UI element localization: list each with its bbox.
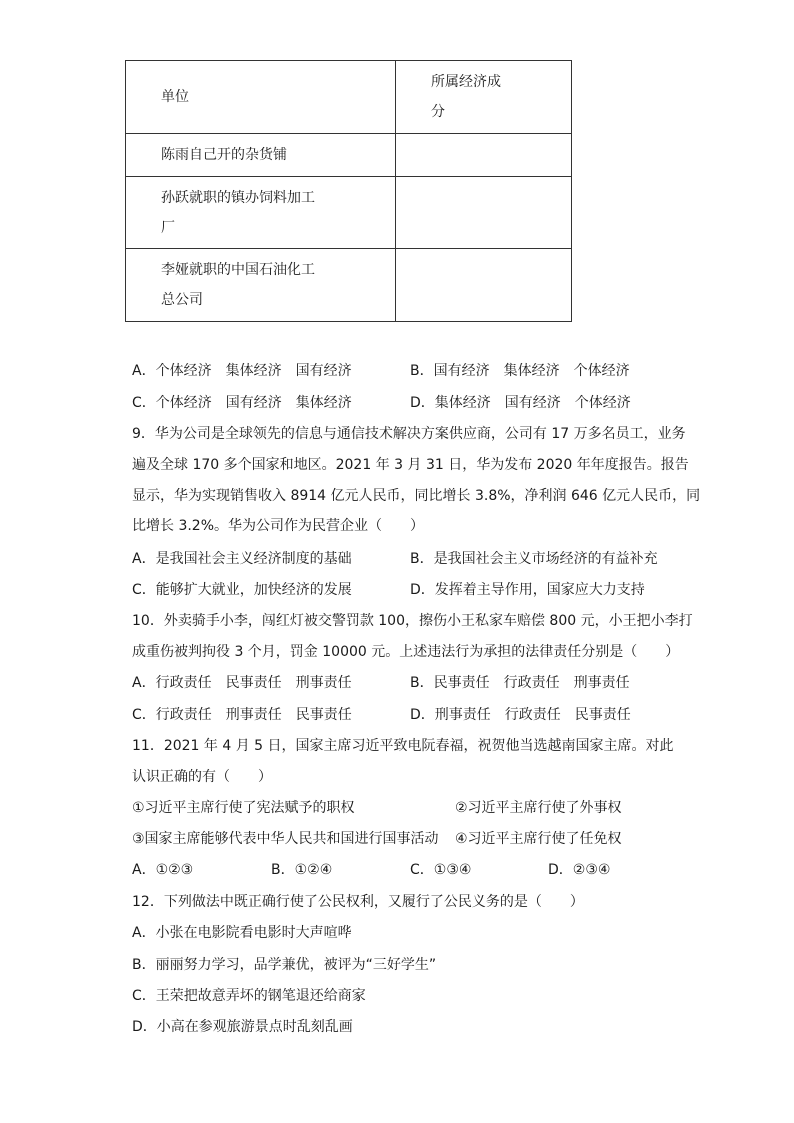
q12-stem-line: 12．下列做法中既正确行使了公民权利，又履行了公民义务的是（ ） (132, 894, 584, 910)
q12-option-d: D．小高在参观旅游景点时乱刻乱画 (132, 1019, 353, 1035)
unit-cell (126, 249, 396, 322)
unit-text: 陈雨自己开的杂货铺 (161, 147, 287, 163)
q10-option-c: C．行政责任 刑事责任 民事责任 (132, 707, 352, 723)
q11-option-b: B．①②④ (271, 862, 333, 878)
q12-option-a: A．小张在电影院看电影时大声喧哗 (132, 925, 352, 941)
q10-stem-line: 成重伤被判拘役 3 个月，罚金 10000 元。上述违法行为承担的法律责任分别是（ ） (132, 644, 680, 660)
table-row (126, 249, 572, 322)
q9-option-b: B．是我国社会主义市场经济的有益补充 (410, 551, 658, 567)
table-row (126, 134, 572, 177)
q11-stem-line: 认识正确的有（ ） (132, 769, 272, 785)
q11-option-a: A．①②③ (132, 862, 194, 878)
q11-option-d: D．②③④ (548, 862, 611, 878)
table-row (126, 177, 572, 249)
q11-statement-2: ②习近平主席行使了外事权 (455, 800, 622, 816)
q9-stem-line: 遍及全球 170 多个国家和地区。2021 年 3 月 31 日，华为发布 2020 年年度报告。报告 (132, 457, 689, 473)
q10-option-d: D．刑事责任 行政责任 民事责任 (410, 707, 631, 723)
q10-option-b: B．民事责任 行政责任 刑事责任 (410, 675, 630, 691)
q8-option-c: C．个体经济 国有经济 集体经济 (132, 395, 352, 411)
q10-stem-line: 10．外卖骑手小李，闯红灯被交警罚款 100，擦伤小王私家车赔偿 800 元，小王把小李打 (132, 613, 693, 629)
header-kind-label-line1: 所属经济成 (431, 74, 501, 90)
header-unit-label: 单位 (161, 89, 189, 105)
q9-stem-line: 9．华为公司是全球领先的信息与通信技术解决方案供应商，公司有 17 万多名员工，业务 (132, 426, 686, 442)
q12-option-c: C．王荣把故意弄坏的钢笔退还给商家 (132, 988, 366, 1004)
q8-option-b: B．国有经济 集体经济 个体经济 (410, 363, 630, 379)
q11-statement-4: ④习近平主席行使了任免权 (455, 831, 622, 847)
q9-stem-line: 显示，华为实现销售收入 8914 亿元人民币，同比增长 3.8%，净利润 646 亿元人民币，同 (132, 488, 701, 504)
q10-option-a: A．行政责任 民事责任 刑事责任 (132, 675, 352, 691)
q12-option-b: B．丽丽努力学习，品学兼优，被评为“三好学生” (132, 957, 437, 973)
q11-option-c: C．①③④ (410, 862, 472, 878)
unit-text-line2: 厂 (161, 219, 175, 236)
table-header-row (126, 61, 572, 134)
q11-statement-3: ③国家主席能够代表中华人民共和国进行国事活动 (132, 831, 439, 847)
q9-stem-line: 比增长 3.2%。华为公司作为民营企业（ ） (132, 518, 425, 534)
q8-option-d: D．集体经济 国有经济 个体经济 (410, 395, 631, 411)
q9-option-a: A．是我国社会主义经济制度的基础 (132, 551, 352, 567)
kind-answer-cell (396, 134, 572, 177)
header-unit-cell (126, 61, 396, 134)
header-kind-label-line2: 分 (431, 104, 445, 120)
q8-option-a: A．个体经济 集体经济 国有经济 (132, 363, 352, 379)
unit-text-line1: 孙跃就职的镇办饲料加工 (161, 189, 315, 206)
unit-text-line1: 李娅就职的中国石油化工 (161, 262, 315, 278)
header-kind-cell (396, 61, 572, 134)
unit-text-line2: 总公司 (161, 292, 203, 308)
q11-stem-line: 11．2021 年 4 月 5 日，国家主席习近平致电阮春福，祝贺他当选越南国家主席。对此 (132, 738, 674, 754)
unit-cell (126, 134, 396, 177)
kind-answer-cell (396, 177, 572, 249)
q11-statement-1: ①习近平主席行使了宪法赋予的职权 (132, 800, 355, 816)
q9-option-d: D．发挥着主导作用，国家应大力支持 (410, 582, 645, 598)
unit-cell (126, 177, 396, 249)
q9-option-c: C．能够扩大就业，加快经济的发展 (132, 582, 352, 598)
kind-answer-cell (396, 249, 572, 322)
economy-table (125, 60, 572, 322)
